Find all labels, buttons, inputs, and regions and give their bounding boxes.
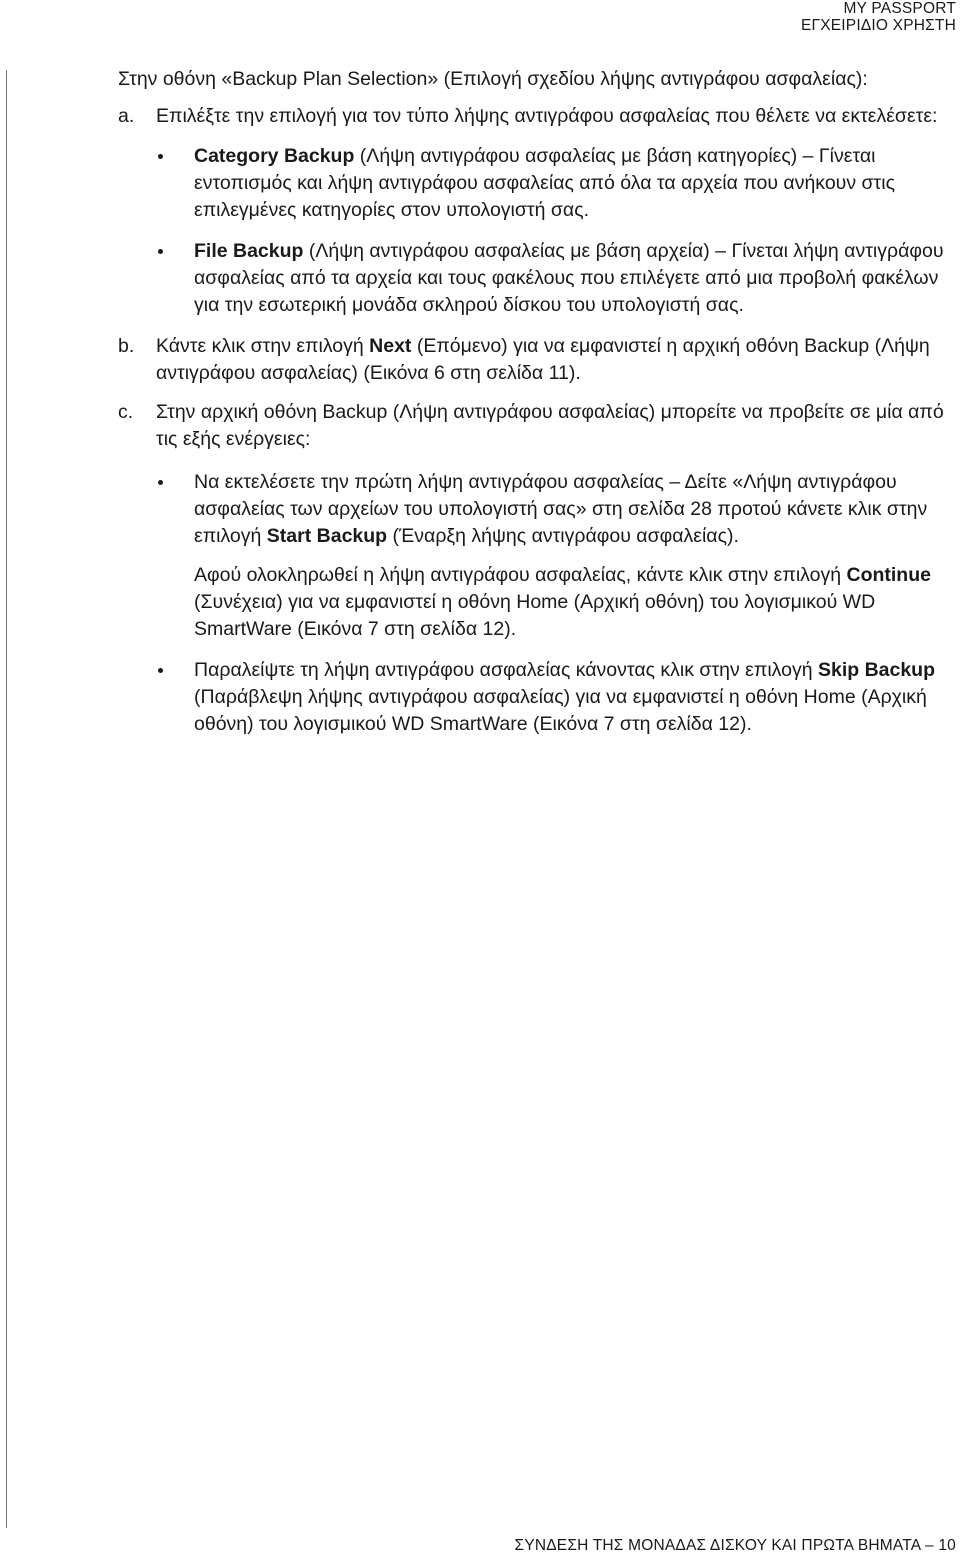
bullet-text	[194, 657, 953, 738]
page-footer	[515, 1537, 956, 1555]
step-a-bullet-list	[156, 143, 953, 319]
followup-post: (Συνέχεια) για να εμφανιστεί η οθόνη Home (Αρχική οθόνη) του λογισμικού WD SmartWare (Εικόνα 7 στη σελίδα 12).	[194, 591, 876, 640]
footer-section: ΣΥΝΔΕΣΗ ΤΗΣ ΜΟΝΑΔΑΣ ΔΙΣΚΟΥ ΚΑΙ ΠΡΩΤΑ ΒΗΜΑΤΑ	[514, 1537, 921, 1554]
step-c	[118, 399, 953, 453]
bullet-icon	[156, 469, 194, 643]
bullet-text	[194, 238, 953, 319]
step-c-bullet-list	[156, 469, 953, 738]
list-item	[156, 238, 953, 319]
intro-paragraph: Στην οθόνη «Backup Plan Selection» (Επιλογή σχεδίου λήψης αντιγράφου ασφαλείας):	[118, 68, 868, 90]
bullet-icon	[156, 238, 194, 319]
footer-page-number: 10	[938, 1537, 956, 1554]
bullet-pre: Παραλείψτε τη λήψη αντιγράφου ασφαλείας κάνοντας κλικ στην επιλογή	[194, 659, 818, 681]
term-start-backup: Start Backup	[266, 525, 388, 547]
page-body	[118, 66, 953, 738]
step-b-post: (Επόμενο) για να εμφανιστεί η αρχική οθόνη Backup (Λήψη αντιγράφου ασφαλείας) (Εικόνα 6 στη σελίδα 11).	[156, 335, 930, 384]
header-product: MY PASSPORT	[843, 0, 956, 17]
term-next: Next	[369, 335, 412, 357]
list-item	[156, 143, 953, 224]
bullet-text	[194, 469, 953, 643]
step-b-pre: Κάντε κλικ στην επιλογή	[156, 335, 370, 357]
step-c-text: Στην αρχική οθόνη Backup (Λήψη αντιγράφου ασφαλείας) μπορείτε να προβείτε σε μία από τις εξής ενέργειες:	[156, 401, 944, 450]
bullet-post: (Παράβλεψη λήψης αντιγράφου ασφαλείας) για να εμφανιστεί η οθόνη Home (Αρχική οθόνη) του λογισμικού WD SmartWare (Εικόνα 7 στη σελίδα 12).	[194, 686, 927, 735]
bullet-text	[194, 143, 953, 224]
step-a-text: Επιλέξτε την επιλογή για τον τύπο λήψης αντιγράφου ασφαλείας που θέλετε να εκτελέσετε:	[156, 105, 938, 127]
followup-pre: Αφού ολοκληρωθεί η λήψη αντιγράφου ασφαλείας, κάντε κλικ στην επιλογή	[194, 564, 847, 586]
bullet-description: (Λήψη αντιγράφου ασφαλείας με βάση αρχεία) – Γίνεται λήψη αντιγράφου ασφαλείας από τα αρχεία και τους φακέλους που επιλέγετε από μια προβολή φακέλων για την εσωτερική μονάδα σκληρού δίσκου του υπολογιστή σας.	[194, 240, 944, 316]
bullet-post: (Έναρξη λήψης αντιγράφου ασφαλείας).	[387, 525, 739, 547]
step-b-text	[156, 333, 953, 387]
step-a	[118, 103, 953, 130]
term-continue: Continue	[846, 564, 931, 586]
footer-separator: –	[920, 1537, 939, 1554]
step-c-marker: c.	[118, 401, 134, 423]
bullet-pre: Να εκτελέσετε την πρώτη λήψη αντιγράφου ασφαλείας – Δείτε «Λήψη αντιγράφου ασφαλείας των αρχείων του υπολογιστή σας» στη σελίδα 28 προτού κάνετε κλικ στην επιλογή	[194, 471, 928, 547]
bullet-description: (Λήψη αντιγράφου ασφαλείας με βάση κατηγορίες) – Γίνεται εντοπισμός και λήψη αντιγράφου ασφαλείας από όλα τα αρχεία που ανήκουν στις επιλεγμένες κατηγορίες στον υπολογιστή σας.	[194, 145, 895, 221]
bullet-icon	[156, 143, 194, 224]
step-b	[118, 333, 953, 387]
header-manual: ΕΓΧΕΙΡΙΔΙΟ ΧΡΗΣΤΗ	[800, 17, 956, 34]
margin-rule	[6, 70, 7, 1528]
bullet-icon	[156, 657, 194, 738]
term-skip-backup: Skip Backup	[817, 659, 936, 681]
term-file-backup: File Backup	[194, 240, 304, 262]
term-category-backup: Category Backup	[194, 145, 355, 167]
bullet-followup	[194, 562, 953, 643]
page-header	[801, 0, 956, 34]
list-item	[156, 469, 953, 643]
list-item	[156, 657, 953, 738]
step-a-marker: a.	[118, 105, 135, 127]
step-b-marker: b.	[118, 335, 135, 357]
